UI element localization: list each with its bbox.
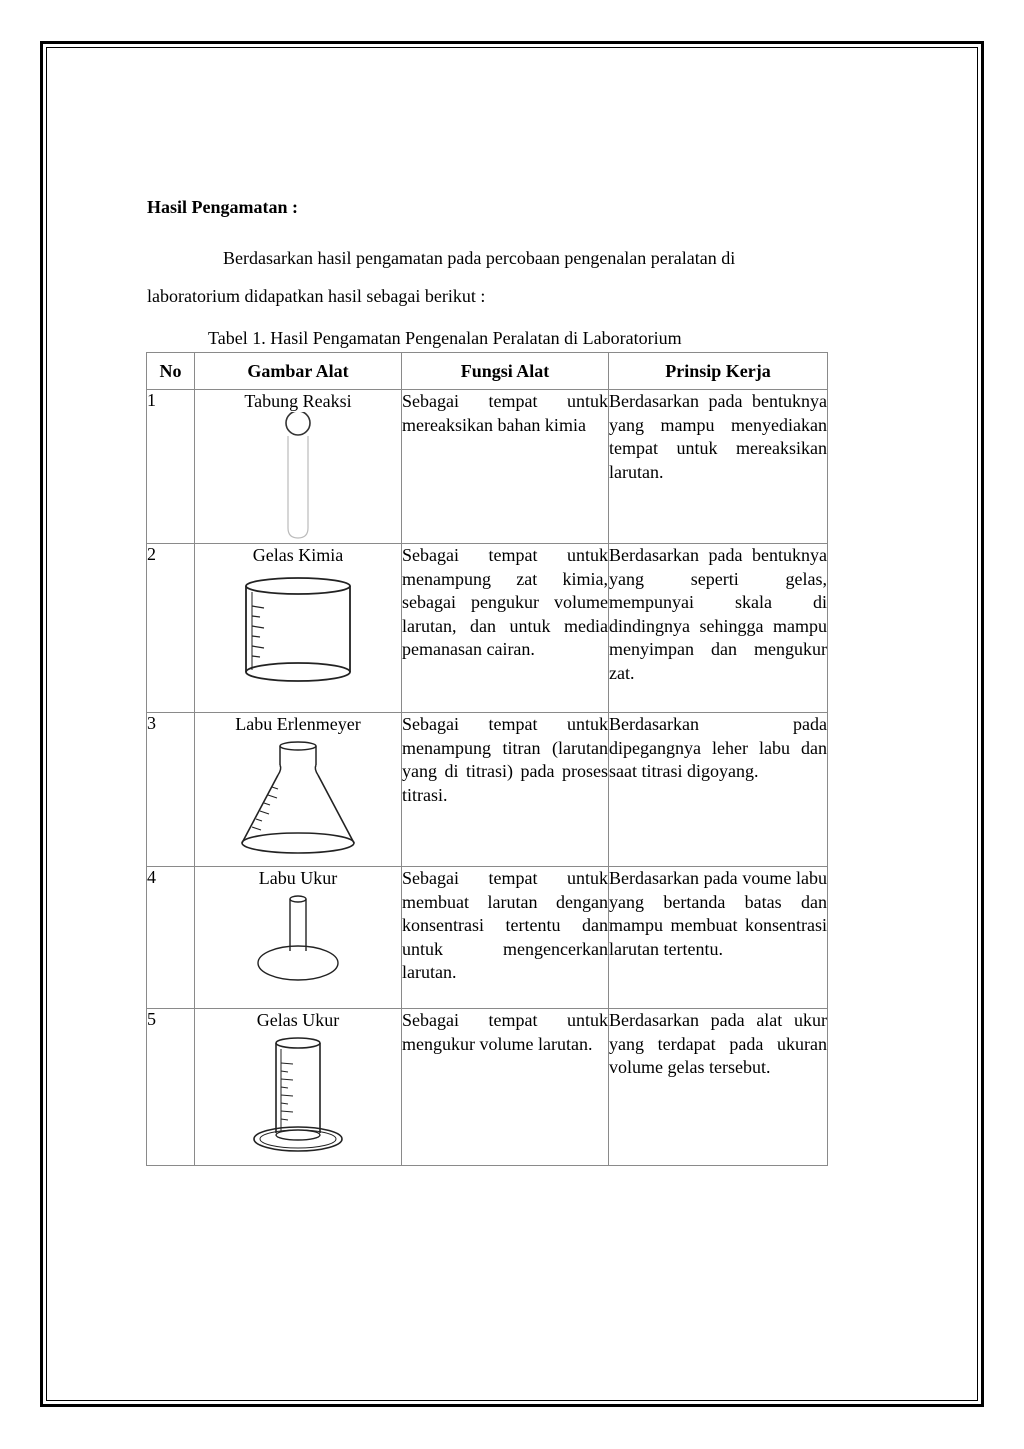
- equipment-cell: [195, 544, 402, 713]
- function-cell: Sebagai tempat untuk menampung zat kimia, sebagai pengukur volume larutan, dan untuk media pemanasan cairan.: [402, 544, 609, 713]
- table-row: [147, 867, 828, 1009]
- row-number: 3: [147, 713, 195, 867]
- function-cell: Sebagai tempat untuk mengukur volume larutan.: [402, 1009, 609, 1166]
- equipment-cell: [195, 713, 402, 867]
- intro-line-1: Berdasarkan hasil pengamatan pada percobaan pengenalan peralatan di: [223, 248, 736, 268]
- function-cell: Sebagai tempat untuk membuat larutan dengan konsentrasi tertentu dan untuk mengencerkan larutan.: [402, 867, 609, 1009]
- principle-cell: Berdasarkan pada voume labu yang bertanda batas dan mampu membuat konsentrasi larutan tertentu.: [609, 867, 828, 1009]
- header-gambar-alat: Gambar Alat: [195, 353, 402, 390]
- intro-line-2: laboratorium didapatkan hasil sebagai berikut :: [147, 286, 486, 306]
- table-caption: Tabel 1. Hasil Pengamatan Pengenalan Peralatan di Laboratorium: [208, 328, 682, 348]
- header-fungsi-alat: Fungsi Alat: [402, 353, 609, 390]
- intro-paragraph: [147, 239, 827, 315]
- equipment-cell: [195, 390, 402, 544]
- equipment-cell: [195, 1009, 402, 1166]
- graduated-cylinder-icon: [250, 1035, 346, 1157]
- row-number: 1: [147, 390, 195, 544]
- volumetric-flask-icon: [255, 893, 341, 989]
- principle-cell: Berdasarkan pada dipegangnya leher labu dan saat titrasi digoyang.: [609, 713, 828, 867]
- table-row: [147, 713, 828, 867]
- table-row: [147, 390, 828, 544]
- header-no: No: [147, 353, 195, 390]
- observation-table: [146, 352, 828, 1166]
- equipment-name: Gelas Kimia: [252, 545, 344, 565]
- table-header-row: [147, 353, 828, 390]
- table-row: [147, 1009, 828, 1166]
- row-number: 5: [147, 1009, 195, 1166]
- table-row: [147, 544, 828, 713]
- row-number: 4: [147, 867, 195, 1009]
- section-heading: Hasil Pengamatan :: [147, 197, 298, 217]
- equipment-name: Gelas Ukur: [256, 1010, 340, 1030]
- function-cell: Sebagai tempat untuk menampung titran (larutan yang di titrasi) pada proses titrasi.: [402, 713, 609, 867]
- row-number: 2: [147, 544, 195, 713]
- equipment-name: Labu Erlenmeyer: [235, 714, 361, 734]
- principle-cell: Berdasarkan pada bentuknya yang mampu menyediakan tempat untuk mereaksikan larutan.: [609, 390, 828, 544]
- function-cell: Sebagai tempat untuk mereaksikan bahan kimia: [402, 390, 609, 544]
- test-tube-icon: [278, 412, 318, 540]
- beaker-icon: [238, 572, 358, 686]
- equipment-name: Tabung Reaksi: [244, 391, 352, 411]
- header-prinsip-kerja: Prinsip Kerja: [609, 353, 828, 390]
- principle-cell: Berdasarkan pada bentuknya yang seperti gelas, mempunyai skala di dindingnya sehingga mampu menyimpan dan mengukur zat.: [609, 544, 828, 713]
- erlenmeyer-flask-icon: [238, 739, 358, 857]
- equipment-name: Labu Ukur: [258, 868, 338, 888]
- equipment-cell: [195, 867, 402, 1009]
- principle-cell: Berdasarkan pada alat ukur yang terdapat pada ukuran volume gelas tersebut.: [609, 1009, 828, 1166]
